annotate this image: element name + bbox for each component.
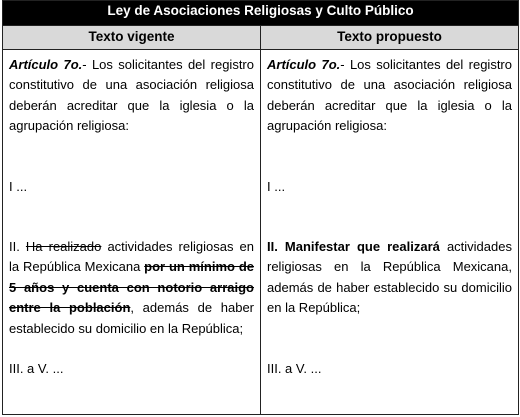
struck-text: Ha realizado (25, 239, 102, 255)
item-iii-v: III. a V. ... (9, 361, 64, 377)
current-text-cell (3, 50, 261, 415)
column-header-proposed: Texto propuesto (261, 26, 519, 50)
item-ii (267, 237, 512, 319)
article-paragraph (9, 55, 254, 137)
item-ii-text: actividades religiosas en la República Mexicana (9, 239, 255, 275)
item-ii-text: actividades religiosas en la República Mexicana, además de haber establecido su domicilio en la República; (267, 239, 512, 316)
column-header-current: Texto vigente (3, 26, 261, 50)
article-label: Artículo 7o. (267, 57, 341, 72)
article-text: - Los solicitantes del registro constitutivo de una asociación religiosa deberán acreditar que la iglesia o la agrupación religiosa: (9, 57, 254, 134)
item-ii-text-end: , además de haber establecido su domicilio en la República; (9, 300, 255, 336)
item-ii-number: II. (9, 239, 26, 255)
proposed-text-cell (261, 50, 519, 415)
table-title: Ley de Asociaciones Religiosas y Culto Público (3, 1, 519, 26)
article-paragraph (267, 55, 512, 137)
item-ii-bold: II. Manifestar que realizará (267, 239, 440, 255)
article-text: - Los solicitantes del registro constitutivo de una asociación religiosa deberán acreditar que la iglesia o la agrupación religiosa: (267, 57, 512, 134)
struck-text-bold: por un mínimo de 5 años y cuenta con notorio arraigo entre la población (9, 259, 254, 316)
item-i: I ... (9, 178, 28, 194)
title-row (3, 1, 519, 26)
item-i: I ... (267, 178, 286, 194)
item-iii-v: III. a V. ... (267, 360, 322, 376)
content-row (3, 50, 519, 415)
header-row (3, 26, 519, 50)
comparison-table (2, 0, 519, 415)
article-label: Artículo 7o. (9, 57, 83, 72)
item-ii (9, 237, 254, 339)
